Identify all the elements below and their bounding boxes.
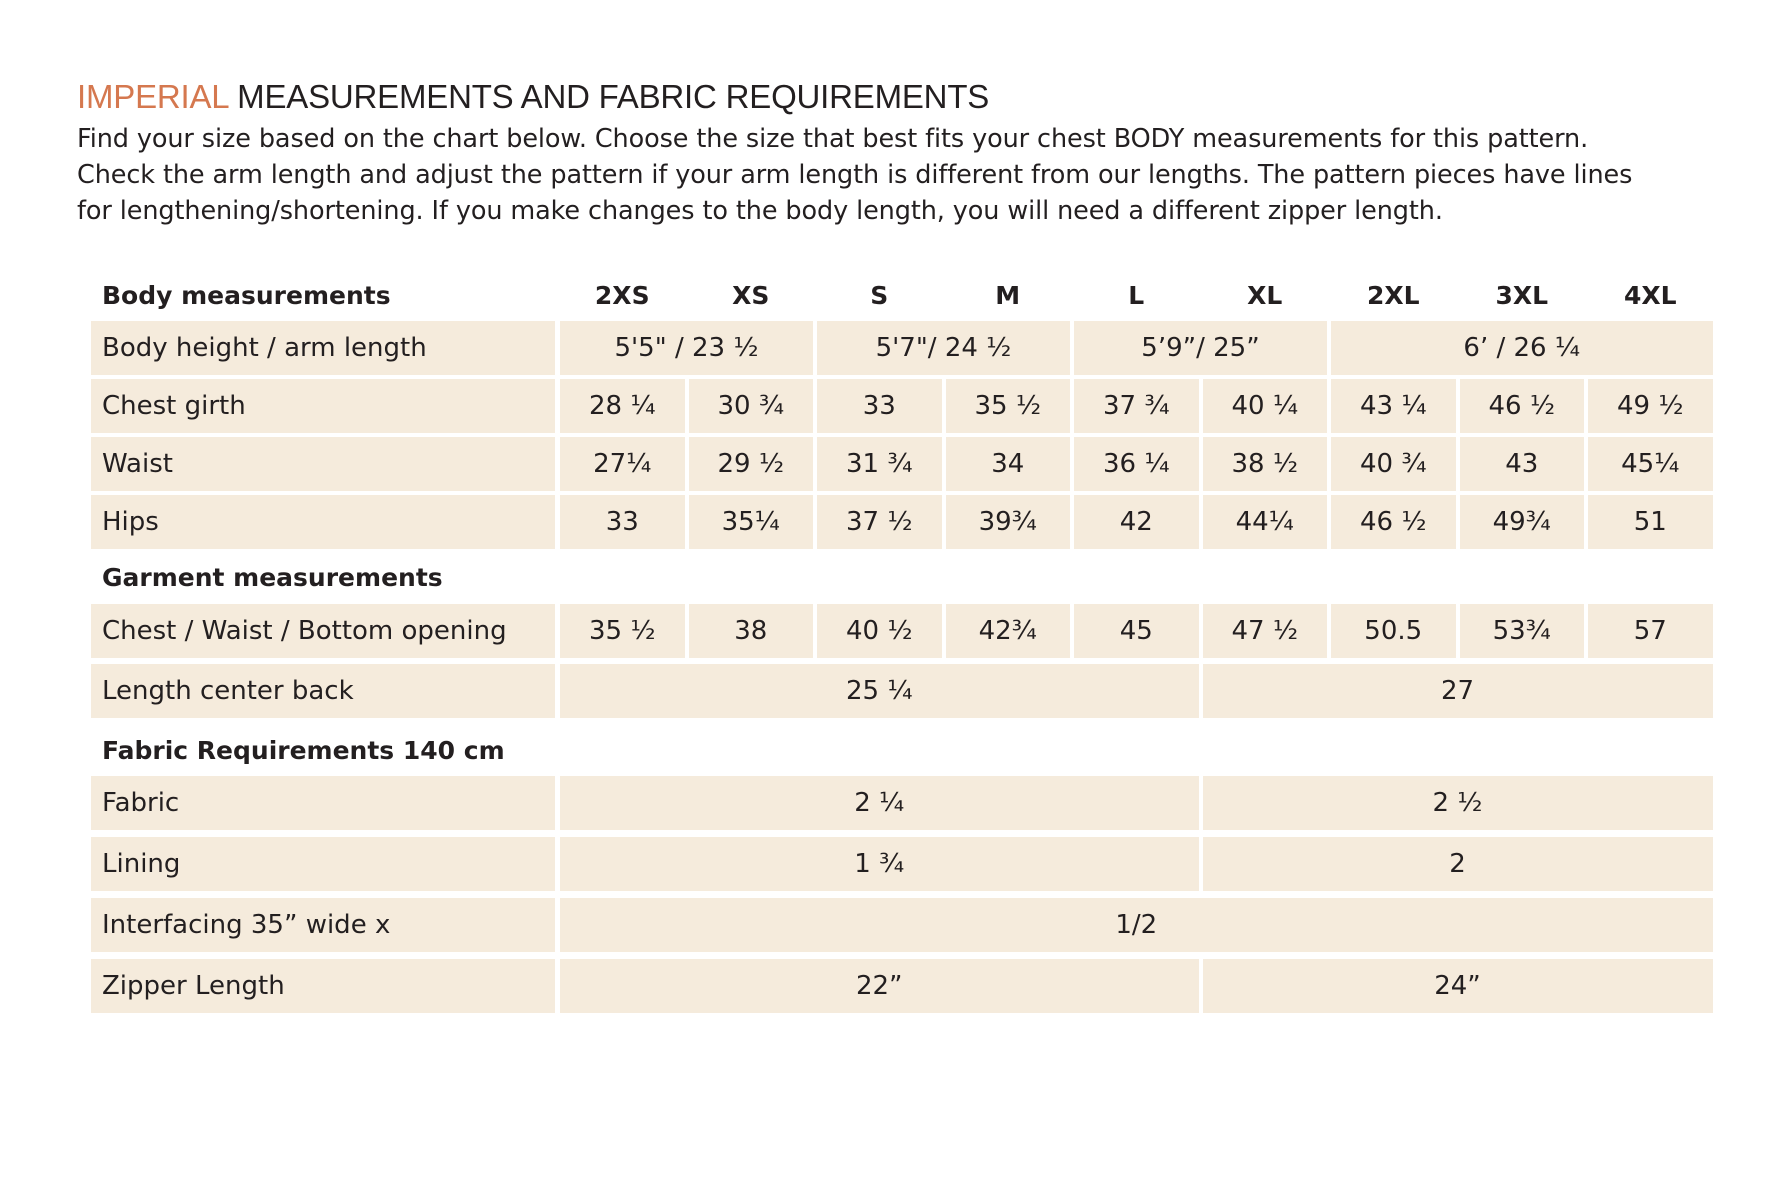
interfacing-cell: 1/2 bbox=[560, 898, 1713, 952]
intro-line-3: for lengthening/shortening. If you make changes to the body length, you will need a different zipper length. bbox=[77, 196, 1443, 226]
row-label-hips: Hips bbox=[91, 495, 555, 549]
row-label-waist: Waist bbox=[91, 437, 555, 491]
size-header-m: M bbox=[995, 280, 1021, 310]
row-label-zipper-length: Zipper Length bbox=[91, 959, 555, 1013]
hips-cell: 44¼ bbox=[1203, 495, 1328, 549]
chest-girth-cell: 37 ¾ bbox=[1074, 379, 1199, 433]
title-rest: MEASUREMENTS AND FABRIC REQUIREMENTS bbox=[228, 78, 990, 115]
waist-cell: 29 ½ bbox=[689, 437, 814, 491]
row-label-body-height: Body height / arm length bbox=[91, 321, 555, 375]
waist-cell: 45¼ bbox=[1588, 437, 1713, 491]
waist-cell: 43 bbox=[1460, 437, 1585, 491]
body-height-cell: 6’ / 26 ¼ bbox=[1331, 321, 1713, 375]
body-height-cell: 5'7"/ 24 ½ bbox=[817, 321, 1070, 375]
hips-cell: 39¾ bbox=[946, 495, 1071, 549]
waist-cell: 40 ¾ bbox=[1331, 437, 1456, 491]
fabric-requirements-header: Fabric Requirements 140 cm bbox=[102, 735, 505, 765]
garment-measurements-header: Garment measurements bbox=[102, 562, 443, 592]
chest-girth-cell: 33 bbox=[817, 379, 942, 433]
size-header-2xs: 2XS bbox=[594, 280, 650, 310]
chest-waist-bottom-cell: 40 ½ bbox=[817, 604, 942, 658]
row-label-chest-girth: Chest girth bbox=[91, 379, 555, 433]
chest-girth-cell: 40 ¼ bbox=[1203, 379, 1328, 433]
lining-cell: 2 bbox=[1203, 837, 1713, 891]
chest-girth-cell: 30 ¾ bbox=[689, 379, 814, 433]
chest-waist-bottom-cell: 50.5 bbox=[1331, 604, 1456, 658]
body-measurements-header: Body measurements bbox=[102, 280, 391, 310]
intro-line-1: Find your size based on the chart below. Choose the size that best fits your chest BODY measurements for this pattern. bbox=[77, 124, 1589, 154]
size-header-s: S bbox=[870, 280, 889, 310]
waist-cell: 34 bbox=[946, 437, 1071, 491]
hips-cell: 46 ½ bbox=[1331, 495, 1456, 549]
chest-girth-cell: 28 ¼ bbox=[560, 379, 685, 433]
hips-cell: 42 bbox=[1074, 495, 1199, 549]
waist-cell: 36 ¼ bbox=[1074, 437, 1199, 491]
hips-cell: 51 bbox=[1588, 495, 1713, 549]
size-header-4xl: 4XL bbox=[1623, 280, 1677, 310]
hips-cell: 49¾ bbox=[1460, 495, 1585, 549]
hips-cell: 35¼ bbox=[689, 495, 814, 549]
row-label-lining: Lining bbox=[91, 837, 555, 891]
size-header-2xl: 2XL bbox=[1366, 280, 1420, 310]
size-header-3xl: 3XL bbox=[1495, 280, 1549, 310]
length-center-back-cell: 27 bbox=[1203, 664, 1713, 718]
waist-cell: 38 ½ bbox=[1203, 437, 1328, 491]
waist-cell: 27¼ bbox=[560, 437, 685, 491]
waist-cell: 31 ¾ bbox=[817, 437, 942, 491]
chest-waist-bottom-cell: 35 ½ bbox=[560, 604, 685, 658]
chest-waist-bottom-cell: 45 bbox=[1074, 604, 1199, 658]
row-label-interfacing: Interfacing 35” wide x bbox=[91, 898, 555, 952]
hips-cell: 33 bbox=[560, 495, 685, 549]
chest-waist-bottom-cell: 53¾ bbox=[1460, 604, 1585, 658]
body-height-cell: 5’9”/ 25” bbox=[1074, 321, 1327, 375]
page-title bbox=[77, 78, 989, 116]
intro-line-2: Check the arm length and adjust the pattern if your arm length is different from our lengths. The pattern pieces have lines bbox=[77, 160, 1633, 190]
zipper-length-cell: 22” bbox=[560, 959, 1199, 1013]
chest-girth-cell: 46 ½ bbox=[1460, 379, 1585, 433]
row-label-length-center-back: Length center back bbox=[91, 664, 555, 718]
chest-waist-bottom-cell: 57 bbox=[1588, 604, 1713, 658]
chest-girth-cell: 43 ¼ bbox=[1331, 379, 1456, 433]
size-header-xs: XS bbox=[732, 280, 770, 310]
chest-girth-cell: 49 ½ bbox=[1588, 379, 1713, 433]
intro-text bbox=[77, 121, 1737, 229]
row-label-chest-waist-bottom: Chest / Waist / Bottom opening bbox=[91, 604, 555, 658]
body-height-cell: 5'5" / 23 ½ bbox=[560, 321, 813, 375]
chest-waist-bottom-cell: 47 ½ bbox=[1203, 604, 1328, 658]
fabric-cell: 2 ½ bbox=[1203, 776, 1713, 830]
zipper-length-cell: 24” bbox=[1203, 959, 1713, 1013]
chest-girth-cell: 35 ½ bbox=[946, 379, 1071, 433]
size-header-l: L bbox=[1128, 280, 1145, 310]
chest-waist-bottom-cell: 42¾ bbox=[946, 604, 1071, 658]
hips-cell: 37 ½ bbox=[817, 495, 942, 549]
size-header-xl: XL bbox=[1247, 280, 1283, 310]
chest-waist-bottom-cell: 38 bbox=[689, 604, 814, 658]
title-accent: IMPERIAL bbox=[77, 78, 229, 115]
lining-cell: 1 ¾ bbox=[560, 837, 1199, 891]
length-center-back-cell: 25 ¼ bbox=[560, 664, 1199, 718]
row-label-fabric: Fabric bbox=[91, 776, 555, 830]
fabric-cell: 2 ¼ bbox=[560, 776, 1199, 830]
